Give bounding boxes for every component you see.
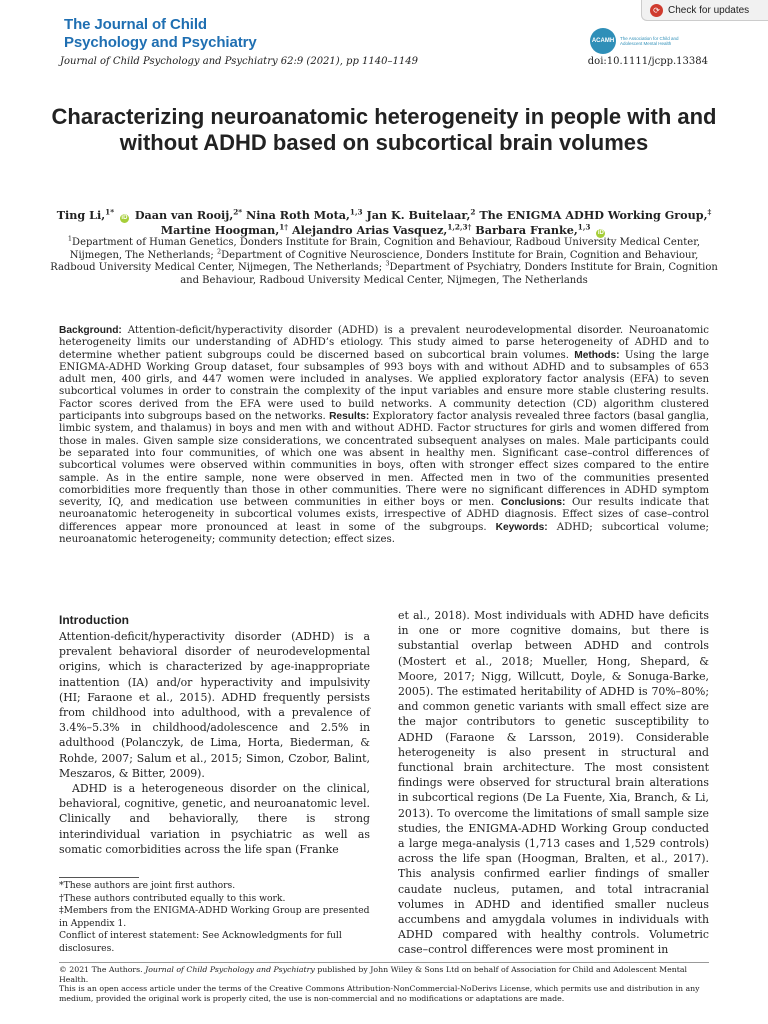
orcid-icon[interactable]: iD — [597, 230, 604, 236]
abstract-label-methods: Methods: — [574, 349, 620, 361]
abstract-background: Attention-deficit/hyperactivity disorder (ADHD) is a prevalent neurodevelopmental disorder. Neuroanatomic heterogeneity limits our understanding of ADHD’s etiology. This study aimed to parse heterogeneity of ADHD and to determine whether patient subgroups could be discerned based on subcortical brain volumes. — [59, 325, 709, 361]
footnote: Conflict of interest statement: See Acknowledgments for full disclosures. — [59, 930, 342, 954]
copyright-divider — [59, 962, 709, 963]
author-name: Ting Li, — [56, 208, 106, 222]
abstract-label-keywords: Keywords: — [495, 521, 548, 533]
paragraph: et al., 2018). Most individuals with ADHD have deficits in one or more cognitive domains, but there is substantial overlap between ADHD and controls (Mostert et al., 2018; Mueller, Hong, Shepard, & Moore, 2017; Nigg, Willcutt, Doyle, & Sonuga-Barke, 2005). The estimated heritability of ADHD is 70%–80%; and common genetic variants with small effect size are the major contributors to genetic susceptibility to ADHD (Faraone & Larsson, 2019). Considerable heterogeneity is also present in structural and functional brain architecture. The most consistent findings were observed for structural brain alterations in subcortical regions (De La Fuente, Xia, Branch, & Li, 2013). To overcome the limitations of small sample size studies, the ENIGMA-ADHD Working Group conducted a large mega-analysis (1,713 cases and 1,529 controls) across the life span (Hoogman, Bralten, et al., 2017). This analysis confirmed earlier findings of smaller caudate nucleus, putamen, and total intracranial volumes in ADHD and identified smaller nucleus accumbens and amygdala volumes in individuals with ADHD compared with healthy controls. Volumetric case–control differences were most prominent in — [398, 609, 709, 957]
author-name: Daan van Rooij, — [134, 208, 234, 222]
author-name: Jan K. Buitelaar, — [366, 208, 471, 222]
author-affil-sup: 1,3 — [349, 207, 363, 217]
abstract-results: Exploratory factor analysis revealed three factors (basal ganglia, limbic system, and thalamus) in boys and men with and without ADHD. Factor structures for girls and women differed from those in males. Given sample size considerations, we concentrated subsequent analyses on males. Male participants could be separated into four communities, of which one was absent in healthy men. Significant case–control differences of subcortical volumes were observed within communities in boys, often with stronger effect sizes compared to the entire sample. As in the entire sample, none were observed in men. Affected men in two of the communities presented comorbidities more frequently than those in other communities. There were no significant differences in ADHD symptom severity, IQ, and medication use between communities in either boys or men. — [59, 411, 709, 509]
affiliation-text: Department of Psychiatry, Donders Institute for Brain, Cognition and Behaviour, Radboud University Medical Center, Nijmegen, The Netherlands — [180, 262, 718, 286]
affiliation-number: 3 — [385, 259, 390, 268]
right-column — [398, 608, 709, 958]
author-name: Nina Roth Mota, — [246, 208, 350, 222]
abstract-label-conclusions: Conclusions: — [500, 497, 566, 509]
author-name: Martine Hoogman, — [160, 223, 280, 237]
article-title: Characterizing neuroanatomic heterogeneity in people with and without ADHD based on subcortical brain volumes — [51, 104, 717, 155]
check-updates-icon: ⟳ — [650, 4, 663, 17]
affiliation-number: 1 — [67, 234, 73, 243]
paragraph: Attention-deficit/hyperactivity disorder (ADHD) is a prevalent behavioral disorder of neurodevelopmental origins, which is characterized by age-inappropriate inattention (IA) and/or hyperactivity and impulsivity (HI; Faraone et al., 2015). ADHD frequently persists from childhood into adulthood, with a prevalence of 3.4%–5.3% in childhood/adolescence and 2.5% in adulthood (Polanczyk, de Lima, Horta, Biederman, & Rohde, 2007; Salum et al., 2015; Simon, Czobor, Balint, Meszaros, & Bitter, 2009). — [59, 630, 370, 780]
author-affil-sup: 2 — [233, 207, 239, 217]
author-list — [56, 208, 712, 238]
author-name: The ENIGMA ADHD Working Group, — [479, 208, 708, 222]
license-text: This is an open access article under the terms of the Creative Commons Attribution-NonCommercial-NoDerivs License, which permits use and distribution in any medium, provided the original work is properly cited, the use is non-commercial and no modifications or adaptations are made. — [59, 984, 700, 1003]
journal-logo — [64, 16, 257, 52]
footnote: ‡Members from the ENIGMA-ADHD Working Group are presented in Appendix 1. — [59, 905, 370, 929]
author-name: Alejandro Arias Vasquez, — [291, 223, 448, 237]
affiliations — [50, 234, 718, 287]
check-for-updates-button[interactable] — [641, 0, 768, 21]
author-mark: * — [238, 207, 243, 217]
doi-link[interactable]: doi:10.1111/jcpp.13384 — [587, 56, 708, 67]
copyright-journal: Journal of Child Psychology and Psychiatry — [145, 965, 315, 974]
affiliation-number: 2 — [217, 247, 222, 256]
footnote: *These authors are joint first authors. — [59, 880, 236, 891]
check-updates-label: Check for updates — [668, 4, 750, 16]
affiliation-text: Department of Cognitive Neuroscience, Donders Institute for Brain, Cognition and Behaviour, Radboud University Medical Center, Nijmegen, The Netherlands; — [50, 249, 699, 274]
abstract-label-results: Results: — [329, 411, 370, 423]
author-mark: * — [110, 207, 114, 217]
copyright-start: © 2021 The Authors. — [59, 965, 143, 974]
journal-citation: Journal of Child Psychology and Psychiatry 62:9 (2021), pp 1140–1149 — [60, 56, 418, 67]
author-name: Barbara Franke, — [475, 223, 578, 237]
footnotes — [59, 880, 370, 956]
acamh-text: The Association for Child and Adolescent Mental Health — [620, 35, 679, 46]
footnote-divider — [59, 877, 139, 878]
left-column — [59, 629, 370, 857]
abstract-methods: Using the large ENIGMA-ADHD Working Group dataset, four subsamples of 993 boys with and without ADHD and to subsamples of 653 adult men, 400 girls, and 447 women were included in analyses. We applied exploratory factor analysis (EFA) to seven subcortical volumes in order to constrain the complexity of the input variables and ensure more stable clustering results. Factor scores derived from the EFA were used to build networks. A community detection (CD) algorithm clustered participants into subgroups based on the networks. — [59, 349, 709, 423]
journal-name-line2: Psychology and Psychiatry — [64, 34, 257, 51]
author-affil-sup: 1,3 — [577, 222, 591, 232]
abstract-label-background: Background: — [59, 325, 122, 336]
acamh-logo — [590, 28, 684, 54]
abstract — [59, 325, 709, 546]
journal-name-line1: The Journal of Child — [64, 16, 207, 33]
orcid-icon[interactable]: iD — [121, 215, 128, 221]
author-affil-sup: 1 — [105, 207, 111, 217]
paragraph: ADHD is a heterogeneous disorder on the clinical, behavioral, cognitive, genetic, and neuroanatomic level. Clinically and behaviorally, there is strong interindividual variation in psychiatric as well as somatic comorbidities across the life span (Franke — [59, 782, 370, 856]
copyright-rest: published by John Wiley & Sons Ltd on behalf of Association for Child and Adolescent Mental Health. — [59, 965, 688, 984]
author-affil-sup: ‡ — [707, 207, 712, 217]
author-affil-sup: 1† — [279, 222, 289, 232]
author-affil-sup: 2 — [470, 207, 476, 217]
footnote: †These authors contributed equally to this work. — [59, 892, 286, 904]
acamh-badge: ACAMH — [590, 28, 616, 54]
abstract-conclusions: Our results indicate that neuroanatomic heterogeneity in subcortical volumes exists, irrespective of ADHD diagnosis. Effect sizes of case–control differences appear more pronounced at least in some of the subgroups. — [59, 497, 709, 533]
copyright-notice — [59, 965, 709, 1003]
author-affil-sup: 1,2,3† — [447, 222, 472, 232]
abstract-keywords: ADHD; subcortical volume; neuroanatomic heterogeneity; community detection; effect sizes. — [59, 521, 709, 546]
section-heading-introduction: Introduction — [59, 613, 129, 627]
affiliation-text: Department of Human Genetics, Donders Institute for Brain, Cognition and Behaviour, Radboud University Medical Center, Nijmegen, The Netherlands; — [69, 237, 701, 261]
copyright-line — [59, 965, 709, 984]
